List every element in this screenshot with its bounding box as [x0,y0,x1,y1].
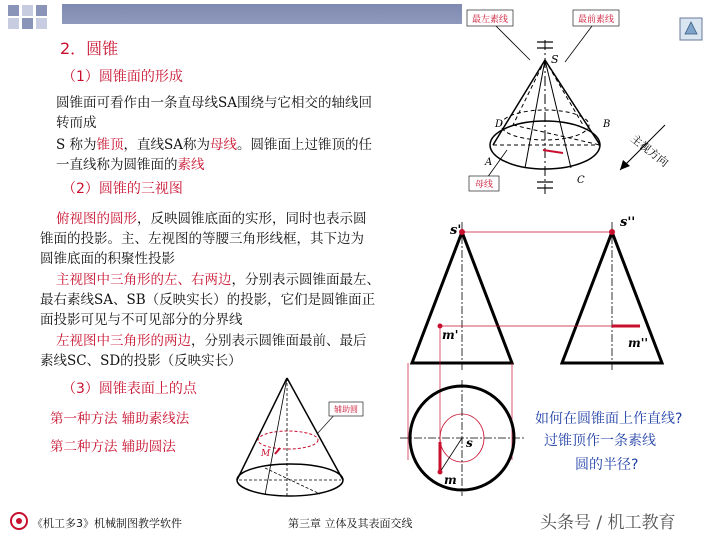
views-para1-line2: 锥面的投影。主、左视图的等腰三角形线框，其下边为 [40,231,364,247]
label-auxiliary-circle: 辅助圆 [334,405,358,414]
subsection-surface-points: （3）圆锥表面上的点 [62,381,197,397]
question-line: 如何在圆锥面上作直线? [535,411,683,427]
footer-chapter: 第三章 立体及其表面交线 [288,517,413,530]
paragraph-formation-line1: 圆锥面可看作由一条直母线SA围绕与它相交的轴线回 [56,95,372,111]
cone-pictorial-figure [455,0,720,200]
views-para2-line3: 面投影可见与不可见部分的分界线 [40,312,243,328]
svg-text:B: B [603,119,611,130]
svg-text:m': m' [442,328,459,342]
views-para1: 俯视图的圆形，反映圆锥底面的实形，同时也表示圆 [56,211,367,227]
label-front-generatrix: 最前素线 [577,15,615,25]
paragraph-apex-line2: 一直线称为圆锥面的素线 [56,157,205,173]
question-radius: 圆的半径? [575,457,639,473]
method-auxiliary-line: 第一种方法 辅助素线法 [50,411,190,427]
svg-text:s'': s'' [620,215,636,230]
svg-text:D: D [495,119,504,130]
svg-text:m: m [444,473,457,487]
paragraph-formation-line2: 转而成 [56,115,97,131]
svg-text:C: C [577,175,585,186]
label-leftmost-generatrix: 最左素线 [471,15,509,25]
views-para3: 左视图中三角形的两边，分别表示圆锥面最前、最后 [56,333,367,349]
label-front-view-direction: 主视方向 [628,132,671,170]
subsection-formation: （1）圆锥面的形成 [62,69,183,85]
views-para2: 主视图中三角形的左、右两边，分别表示圆锥面最左、 [56,272,380,288]
section-title: 2．圆锥 [60,39,119,58]
method-auxiliary-circle: 第二种方法 辅助圆法 [50,439,176,455]
views-para1-line3: 圆锥底面的积聚性投影 [40,251,175,267]
three-view-drawing [400,210,720,500]
footer-software-title: 《机工多3》机械制图教学软件 [32,517,182,530]
svg-text:M: M [261,449,271,459]
svg-text:s: s [466,436,473,450]
label-generatrix: 母线 [474,180,494,190]
subsection-three-views: （2）圆锥的三视图 [62,181,183,197]
svg-text:m'': m'' [628,336,649,350]
paragraph-apex: S 称为锥顶，直线SA称为母线。圆锥面上过锥顶的任 [56,137,373,153]
svg-text:S: S [551,53,559,66]
cube-icon [680,18,702,40]
svg-text:s': s' [450,223,462,238]
gear-logo-icon [10,512,28,530]
svg-text:A: A [485,157,493,168]
watermark: 头条号 / 机工教育 [540,513,676,533]
answer-generatrix: 过锥顶作一条素线 [544,433,656,449]
views-para3-line2: 素线SC、SD的投影（反映实长） [40,353,242,369]
views-para2-line2: 最右素线SA、SB（反映实长）的投影，它们是圆锥面正 [40,292,376,308]
auxiliary-circle-cone [225,370,365,500]
